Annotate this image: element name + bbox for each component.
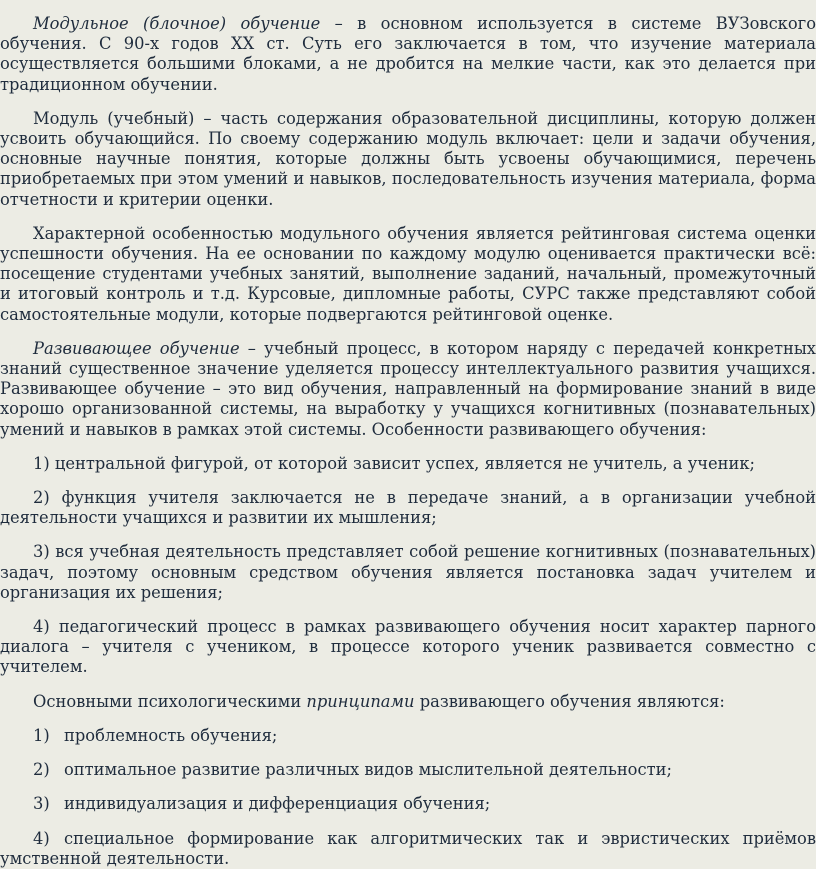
principles-intro-start: Основными психологическими	[33, 691, 307, 711]
principle-number: 3)	[33, 794, 50, 814]
principle-number: 4)	[33, 828, 50, 848]
principle-text: оптимальное развитие различных видов мыслительной деятельности;	[64, 760, 672, 780]
principle-text: специальное формирование как алгоритмических так и эвристических приёмов умственной деятельности.	[0, 828, 816, 868]
feature-item-3: 3) вся учебная деятельность представляет собой решение когнитивных (познавательных) задач, поэтому основным средством обучения является постановка задач учителем и организация их решения;	[0, 542, 816, 602]
paragraph-module-definition: Модуль (учебный) – часть содержания образовательной дисциплины, которую должен усвоить обучающийся. По своему содержанию модуль включает: цели и задачи обучения, основные научные понятия, которые должны быть усвоены обучающимися, перечень приобретаемых при этом умений и навыков, последовательность изучения материала, форма отчетности и критерии оценки.	[0, 108, 816, 209]
paragraph-developing-learning	[0, 339, 816, 440]
principle-number: 2)	[33, 760, 50, 780]
principle-text: индивидуализация и дифференциация обучения;	[64, 794, 491, 814]
principle-item-1	[0, 726, 816, 746]
principle-item-4	[0, 829, 816, 869]
term-modular-learning: Модульное (блочное) обучение	[33, 14, 321, 33]
principles-intro-end: развивающего обучения являются:	[414, 691, 725, 711]
feature-item-2: 2) функция учителя заключается не в передаче знаний, а в организации учебной деятельности учащихся и развитии их мышления;	[0, 488, 816, 528]
paragraph-rating-system: Характерной особенностью модульного обучения является рейтинговая система оценки успешности обучения. На ее основании по каждому модулю оценивается практически всё: посещение студентами учебных занятий, выполнение заданий, начальный, промежуточный и итоговый контроль и т.д. Курсовые, дипломные работы, СУРС также представляют собой самостоятельные модули, которые подвергаются рейтинговой оценке.	[0, 223, 816, 324]
principle-item-3	[0, 794, 816, 814]
paragraph-principles-intro	[0, 692, 816, 712]
modular-learning-text: – в основном используется в системе ВУЗовского обучения. С 90-х годов XX ст. Суть его заключается в том, что изучение материала осуществляется большими блоками, а не дробится на мелкие части, как это делается при традиционном обучении.	[0, 14, 816, 94]
principle-item-2	[0, 760, 816, 780]
feature-item-4: 4) педагогический процесс в рамках развивающего обучения носит характер парного диалога – учителя с учеником, в процессе которого ученик развивается совместно с учителем.	[0, 617, 816, 677]
term-principles: принципами	[306, 691, 415, 711]
term-developing-learning: Развивающее обучение	[33, 338, 240, 358]
feature-item-1: 1) центральной фигурой, от которой зависит успех, является не учитель, а ученик;	[33, 453, 756, 473]
principle-number: 1)	[33, 725, 50, 745]
developing-learning-text: – учебный процесс, в котором наряду с передачей конкретных знаний существенное значение уделяется процессу интеллектуального развития учащихся. Развивающее обучение – это вид обучения, направленный на формирование знаний в виде хорошо организованной системы, на выработку у учащихся когнитивных (познавательных) умений и навыков в рамках этой системы. Особенности развивающего обучения:	[0, 338, 816, 439]
principle-text: проблемность обучения;	[64, 725, 278, 745]
paragraph-modular-learning	[0, 14, 816, 95]
